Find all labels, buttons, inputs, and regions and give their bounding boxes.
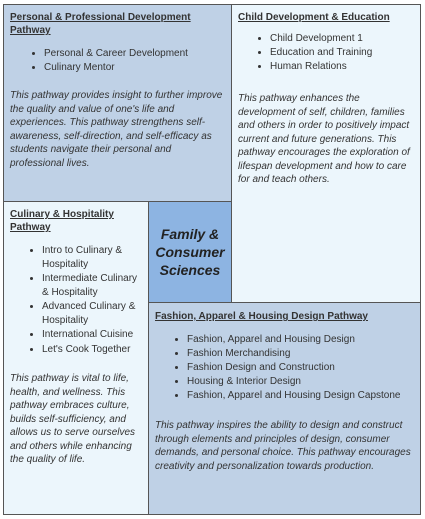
culinary-pathway-description: This pathway is vital to life, health, and wellness. This pathway embraces culture, builds self-sufficiency, and allows us to serve ourselves and others while enhancing the quality of life. [10, 373, 136, 465]
culinary-hospitality-cell [3, 201, 149, 515]
list-item: • International Cuisine [42, 328, 142, 342]
list-item: • Let's Cook Together [42, 343, 142, 357]
personal-course-list [10, 47, 225, 75]
personal-pathway-description: This pathway provides insight to further improve the quality and value of one's life and experiences. This pathway strengthens self-awareness, self-direction, and self-efficacy as students navigate their personal and professional lives. [10, 90, 223, 169]
list-item: • Fashion, Apparel and Housing Design [187, 333, 414, 347]
culinary-pathway-title: Culinary & Hospitality Pathway [10, 209, 114, 233]
list-item: • Culinary Mentor [44, 61, 225, 75]
center-title-line: Sciences [159, 262, 221, 278]
culinary-course-list [10, 244, 142, 356]
fashion-pathway-description: This pathway inspires the ability to design and construct through elements and principles of design, consumer demands, and personal choice. This pathway encourages creativity and personalization towards production. [155, 420, 411, 472]
list-item: • Education and Training [270, 46, 414, 60]
personal-development-cell [3, 4, 232, 202]
center-title [155, 225, 224, 279]
list-item: • Fashion, Apparel and Housing Design Capstone [187, 389, 414, 403]
child-pathway-title: Child Development & Education [238, 12, 390, 23]
fashion-housing-cell [148, 302, 421, 515]
list-item: • Personal & Career Development [44, 47, 225, 61]
list-item: • Advanced Culinary & Hospitality [42, 300, 142, 327]
list-item: • Human Relations [270, 60, 414, 74]
list-item: • Intro to Culinary & Hospitality [42, 244, 142, 271]
list-item: • Intermediate Culinary & Hospitality [42, 272, 142, 299]
list-item: • Housing & Interior Design [187, 375, 414, 389]
child-pathway-description: This pathway enhances the development of self, children, families and others in order to positively impact current and future generations. This pathway encourages the exploration of lifespan development and how to care for and teach others. [238, 93, 410, 185]
list-item: • Child Development 1 [270, 32, 414, 46]
child-course-list [238, 32, 414, 74]
list-item: • Fashion Design and Construction [187, 361, 414, 375]
personal-pathway-title: Personal & Professional Development Pathway [10, 12, 191, 36]
center-title-cell [148, 201, 232, 303]
center-title-line: Family & [160, 226, 220, 242]
fashion-course-list [155, 333, 414, 403]
fashion-pathway-title: Fashion, Apparel & Housing Design Pathway [155, 311, 368, 322]
child-development-cell [231, 4, 421, 303]
list-item: • Fashion Merchandising [187, 347, 414, 361]
center-title-line: Consumer [155, 244, 225, 260]
